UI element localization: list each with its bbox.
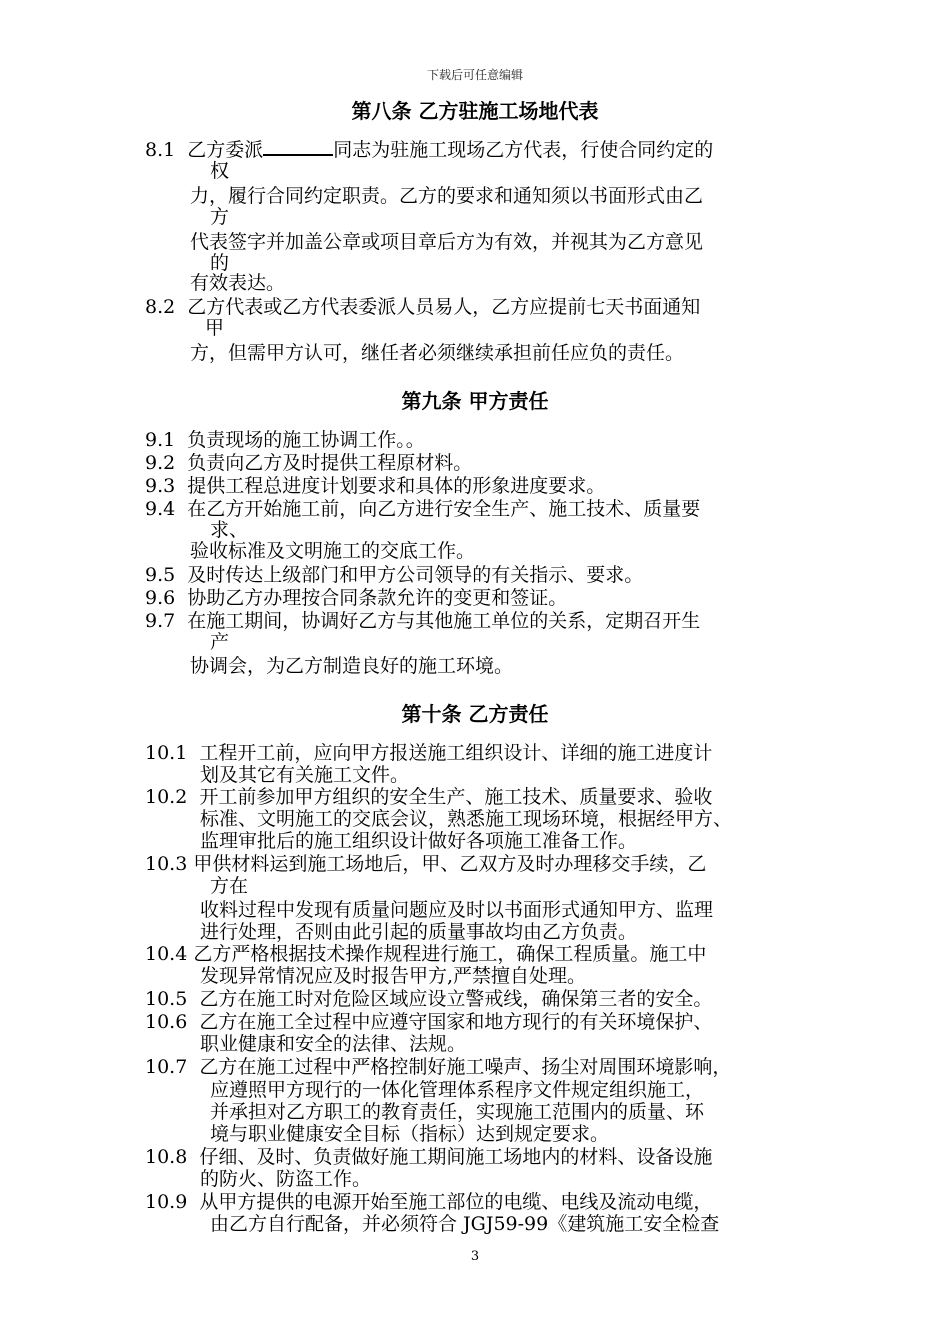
clause-10-2-line-3: 监理审批后的施工组织设计做好各项施工准备工作。 (200, 830, 638, 852)
clause-10-9-line-1: 10.9 从甲方提供的电源开始至施工部位的电缆、电线及流动电缆， (145, 1191, 713, 1213)
clause-10-3-wrap: 方在 (210, 875, 249, 897)
clause-10-4-line-1: 10.4 乙方严格根据技术操作规程进行施工，确保工程质量。施工中 (145, 943, 707, 965)
clause-9-4-line-1: 9.4 在乙方开始施工前，向乙方进行安全生产、施工技术、质量要 (145, 498, 701, 520)
page-number: 3 (470, 1249, 480, 1264)
clause-10-3-line-2: 收料过程中发现有质量问题应及时以书面形式通知甲方、监理 (200, 899, 714, 921)
clause-9-2: 9.2 负责向乙方及时提供工程原材料。 (145, 452, 473, 474)
clause-10-7-line-1: 10.7 乙方在施工过程中严格控制好施工噪声、扬尘对周围环境影响， (145, 1056, 732, 1078)
clause-10-2-line-2: 标准、文明施工的交底会议，熟悉施工现场环境，根据经甲方、 (200, 808, 733, 830)
clause-8-1-line-1 (145, 139, 713, 161)
clause-10-2-line-1: 10.2 开工前参加甲方组织的安全生产、施工技术、质量要求、验收 (145, 786, 713, 808)
clause-10-1-line-2: 划及其它有关施工文件。 (200, 764, 410, 786)
clause-8-1-line-2: 力，履行合同约定职责。乙方的要求和通知须以书面形式由乙 (190, 185, 704, 207)
clause-8-1-wrap-1: 权 (210, 160, 230, 182)
clause-9-4-line-2: 验收标准及文明施工的交底工作。 (190, 540, 476, 562)
clause-8-1-prefix: 8.1 乙方委派 (145, 139, 264, 161)
clause-10-7-line-3: 并承担对乙方职工的教育责任，实现施工范围内的质量、环 (210, 1101, 705, 1123)
clause-9-7-wrap: 产 (210, 631, 230, 653)
clause-9-5: 9.5 及时传达上级部门和甲方公司领导的有关指示、要求。 (145, 564, 644, 586)
clause-10-3-line-3: 进行处理，否则由此引起的质量事故均由乙方负责。 (200, 921, 638, 943)
clause-10-6-line-1: 10.6 乙方在施工全过程中应遵守国家和地方现行的有关环境保护、 (145, 1011, 713, 1033)
clause-10-7-line-2: 应遵照甲方现行的一体化管理体系程序文件规定组织施工， (210, 1079, 705, 1101)
clause-9-1: 9.1 负责现场的施工协调工作。。 (145, 429, 425, 451)
clause-10-9-line-2: 由乙方自行配备，并必须符合 JGJ59-99《建筑施工安全检查 (210, 1213, 720, 1235)
clause-8-1-line-3: 代表签字并加盖公章或项目章后方为有效，并视其为乙方意见 (190, 231, 704, 253)
clause-8-1-wrap-2: 方 (210, 206, 230, 228)
clause-9-7-line-1: 9.7 在施工期间，协调好乙方与其他施工单位的关系，定期召开生 (145, 610, 701, 632)
section-10-title: 第十条 乙方责任 (401, 702, 549, 726)
clause-10-7-line-4: 境与职业健康安全目标（指标）达到规定要求。 (210, 1123, 610, 1145)
section-9-title: 第九条 甲方责任 (401, 389, 549, 413)
clause-10-5: 10.5 乙方在施工时对危险区域应设立警戒线，确保第三者的安全。 (145, 988, 713, 1010)
page-header: 下载后可任意编辑 (426, 68, 523, 82)
clause-9-7-line-2: 协调会，为乙方制造良好的施工环境。 (190, 655, 514, 677)
clause-8-1-wrap-3: 的 (210, 252, 230, 274)
clause-8-2-line-1: 8.2 乙方代表或乙方代表委派人员易人，乙方应提前七天书面通知 (145, 296, 701, 318)
clause-9-6: 9.6 协助乙方办理按合同条款允许的变更和签证。 (145, 587, 568, 609)
clause-8-1-rest: 同志为驻施工现场乙方代表，行使合同约定的 (333, 139, 714, 161)
clause-8-1-line-4: 有效表达。 (190, 272, 286, 294)
clause-10-6-line-2: 职业健康和安全的法律、法规。 (200, 1033, 467, 1055)
section-8-title: 第八条 乙方驻施工场地代表 (351, 99, 599, 123)
clause-10-4-line-2: 发现异常情况应及时报告甲方,严禁擅自处理。 (200, 965, 587, 987)
clause-8-2-wrap: 甲 (205, 317, 225, 339)
clause-9-4-wrap: 求、 (210, 519, 249, 541)
clause-10-3-line-1: 10.3 甲供材料运到施工场地后，甲、乙双方及时办理移交手续，乙 (145, 853, 707, 875)
clause-10-8-line-2: 的防火、防盗工作。 (200, 1168, 372, 1190)
clause-10-8-line-1: 10.8 仔细、及时、负责做好施工期间施工场地内的材料、设备设施 (145, 1146, 713, 1168)
clause-9-3: 9.3 提供工程总进度计划要求和具体的形象进度要求。 (145, 475, 606, 497)
clause-10-1-line-1: 10.1 工程开工前，应向甲方报送施工组织设计、详细的施工进度计 (145, 742, 713, 764)
name-blank-underline (263, 139, 333, 156)
clause-8-2-line-2: 方，但需甲方认可，继任者必须继续承担前任应负的责任。 (190, 342, 685, 364)
